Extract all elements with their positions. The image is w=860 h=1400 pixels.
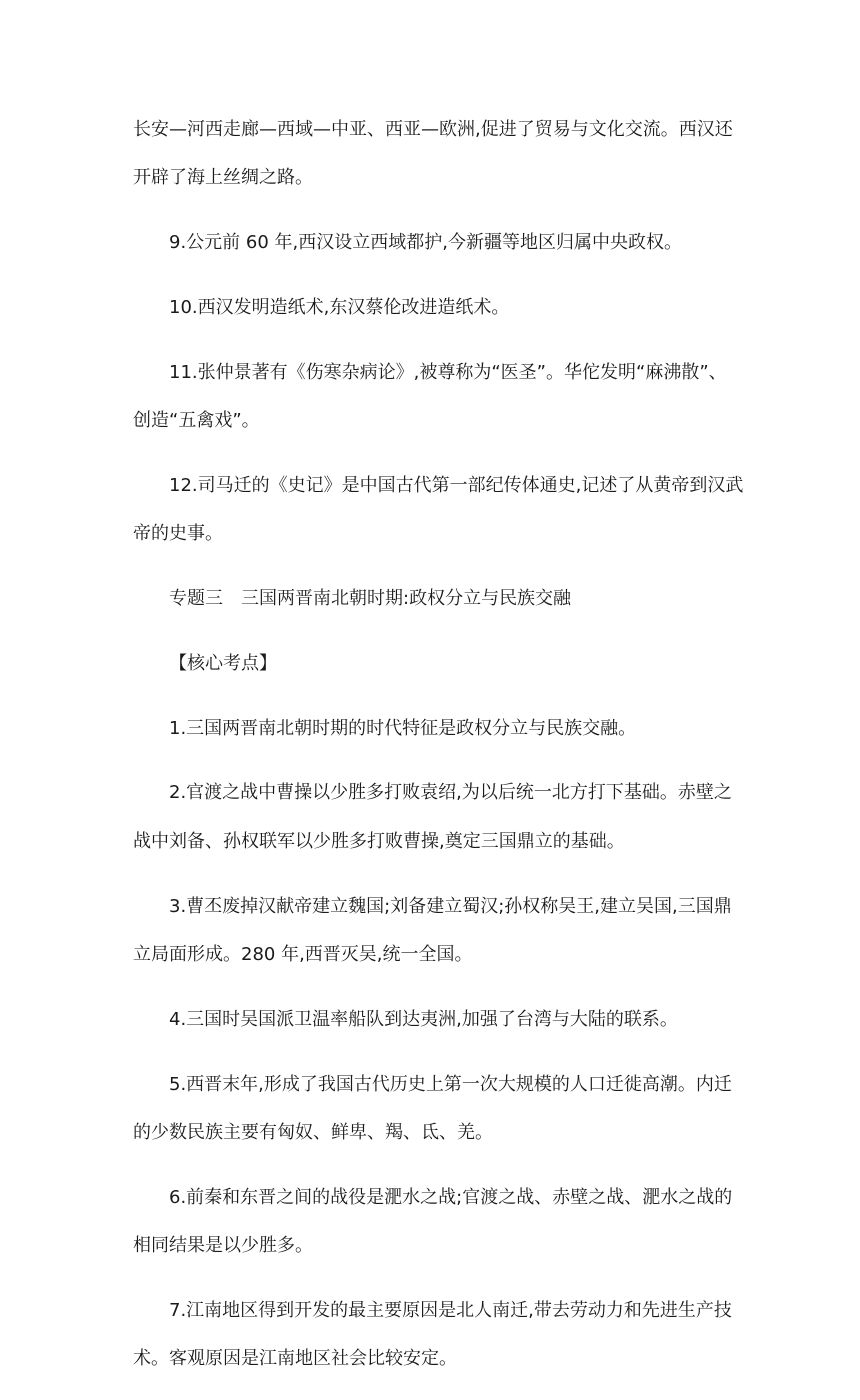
text-line: 开辟了海上丝绸之路。 — [133, 167, 313, 189]
paragraph-point-7 — [133, 1287, 733, 1384]
text-line: 5.西晋末年,形成了我国古代历史上第一次大规模的人口迁徙高潮。内迁 — [169, 1073, 732, 1095]
text-line: 相同结果是以少胜多。 — [133, 1235, 313, 1257]
paragraph-point-3 — [133, 883, 733, 980]
paragraph-item-12 — [133, 462, 744, 559]
document-body — [133, 106, 744, 1400]
text-line: 10.西汉发明造纸术,东汉蔡伦改进造纸术。 — [169, 296, 510, 318]
text-line: 7.江南地区得到开发的最主要原因是北人南迁,带去劳动力和先进生产技 — [169, 1299, 732, 1321]
paragraph-item-9 — [133, 219, 733, 267]
paragraph-point-6 — [133, 1174, 733, 1271]
text-line: 的少数民族主要有匈奴、鲜卑、羯、氐、羌。 — [133, 1121, 493, 1143]
paragraph-point-2 — [133, 769, 733, 866]
heading-line: 【核心考点】 — [169, 652, 277, 674]
text-line: 11.张仲景著有《伤寒杂病论》,被尊称为“医圣”。华佗发明“麻沸散”、 — [169, 361, 727, 383]
paragraph-point-4 — [133, 996, 733, 1044]
text-line: 长安—河西走廊—西域—中亚、西亚—欧洲,促进了贸易与文化交流。西汉还 — [133, 119, 733, 140]
paragraph-point-5 — [133, 1061, 733, 1158]
text-line: 帝的史事。 — [133, 523, 223, 545]
text-line: 立局面形成。280 年,西晋灭吴,统一全国。 — [133, 943, 473, 965]
text-line: 3.曹丕废掉汉献帝建立魏国;刘备建立蜀汉;孙权称吴王,建立吴国,三国鼎 — [169, 895, 732, 917]
text-line: 2.官渡之战中曹操以少胜多打败袁绍,为以后统一北方打下基础。赤壁之 — [169, 782, 732, 804]
section-heading-topic-3 — [133, 575, 733, 623]
text-line: 12.司马迁的《史记》是中国古代第一部纪传体通史,记述了从黄帝到汉武 — [169, 474, 744, 496]
heading-line: 专题三 三国两晋南北朝时期:政权分立与民族交融 — [169, 588, 572, 610]
text-line: 6.前秦和东晋之间的战役是淝水之战;官渡之战、赤壁之战、淝水之战的 — [169, 1186, 733, 1208]
text-line: 4.三国时吴国派卫温率船队到达夷洲,加强了台湾与大陆的联系。 — [169, 1008, 678, 1030]
paragraph-item-10 — [133, 284, 733, 332]
paragraph-silk-road-continuation — [133, 106, 733, 203]
text-line: 9.公元前 60 年,西汉设立西域都护,今新疆等地区归属中央政权。 — [169, 232, 682, 254]
text-line: 术。客观原因是江南地区社会比较安定。 — [133, 1348, 457, 1370]
text-line: 战中刘备、孙权联军以少胜多打败曹操,奠定三国鼎立的基础。 — [133, 830, 625, 852]
text-line: 创造“五禽戏”。 — [133, 410, 260, 432]
paragraph-item-11 — [133, 349, 733, 446]
text-line: 1.三国两晋南北朝时期的时代特征是政权分立与民族交融。 — [169, 717, 637, 739]
section-heading-core-points — [133, 640, 733, 688]
paragraph-point-1 — [133, 705, 733, 753]
